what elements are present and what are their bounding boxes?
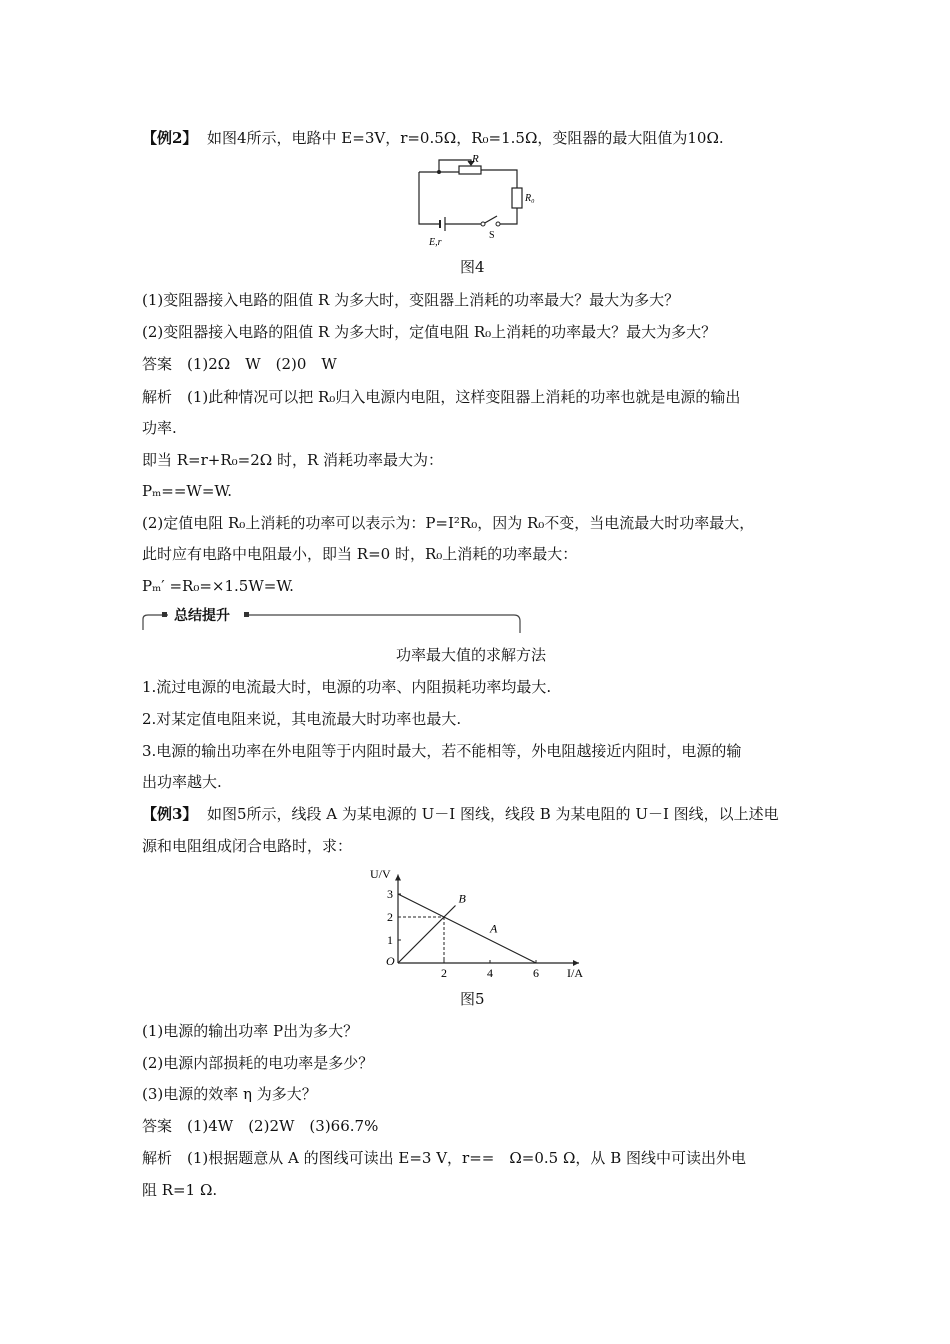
example2-analysis-line: 此时应有电路中电阻最小，即当 R=0 时，R₀上消耗的功率最大： <box>142 545 578 563</box>
ui-graph-figure-5 <box>360 862 590 982</box>
example3-answer: 答案 (1)4W (2)2W (3)66.7% <box>142 1117 379 1135</box>
circuit-figure-4 <box>405 150 540 248</box>
series-line-A <box>398 891 536 963</box>
rheostat-resistor <box>459 166 481 174</box>
y-tick-label: 3 <box>387 887 393 901</box>
example2-intro: 如图4所示，电路中 E=3V，r=0.5Ω，R₀=1.5Ω，变阻器的最大阻值为10Ω. <box>206 129 724 147</box>
x-tick-label: 4 <box>487 966 493 980</box>
x-tick-label: 2 <box>441 966 447 980</box>
example3-intro-line: 源和电阻组成闭合电路时，求： <box>142 837 353 855</box>
label-r0: R₀ <box>525 193 535 204</box>
example3-intro: 如图5所示，线段 A 为某电源的 U－I 图线，线段 B 为某电阻的 U－I 图线，以上述电 <box>206 805 779 823</box>
label-battery: E,r <box>429 237 442 248</box>
series-label-B: B <box>458 891 466 906</box>
example2-answer: 答案 (1)2Ω W (2)0 W <box>142 355 337 373</box>
label-switch: S <box>489 230 495 241</box>
example2-analysis-line: 功率. <box>142 419 177 437</box>
circuit-wire-left <box>419 172 440 224</box>
summary-item: 3.电源的输出功率在外电阻等于内阻时最大，若不能相等，外电阻越接近内阻时，电源的输 <box>142 742 742 760</box>
figure5-caption: 图5 <box>460 990 485 1008</box>
example3-q2: (2)电源内部损耗的电功率是多少？ <box>142 1054 374 1072</box>
circuit-wire-top-right <box>481 170 517 188</box>
summary-item: 出功率越大. <box>142 773 222 791</box>
example3-analysis-line: 解析 (1)根据题意从 A 的图线可读出 E=3 V，r== Ω=0.5 Ω，从 B 图线中可读出外电 <box>142 1149 746 1167</box>
example3-intro-line <box>142 803 779 825</box>
example2-analysis-line: 即当 R=r+R₀=2Ω 时，R 消耗功率最大为： <box>142 451 444 469</box>
y-axis-label: U/V <box>370 867 391 881</box>
summary-item: 1.流过电源的电流最大时，电源的功率、内阻损耗功率均最大. <box>142 678 552 696</box>
example2-analysis-line: Pₘ′ =R₀=×1.5W=W. <box>142 577 294 595</box>
summary-label: 总结提升 <box>170 604 234 626</box>
x-tick-label: 6 <box>533 966 539 980</box>
example2-analysis-line: Pₘ==W=W. <box>142 482 232 500</box>
summary-title: 功率最大值的求解方法 <box>396 646 547 664</box>
example3-q1: (1)电源的输出功率 P出为多大？ <box>142 1022 359 1040</box>
y-tick-label: 1 <box>387 933 393 947</box>
example3-analysis-line: 阻 R=1 Ω. <box>142 1181 218 1199</box>
y-axis-arrow <box>395 875 401 881</box>
series-label-A: A <box>490 921 498 936</box>
example2-analysis-line: 解析 (1)此种情况可以把 R₀归入电源内电阻，这样变阻器上消耗的功率也就是电源的输出 <box>142 388 741 406</box>
figure4-caption: 图4 <box>460 258 485 276</box>
example2-intro-line <box>142 127 724 149</box>
resistor-r0 <box>512 188 522 208</box>
label-rheostat: R <box>472 153 479 165</box>
y-tick-label: 2 <box>387 910 393 924</box>
example2-q1: (1)变阻器接入电路的阻值 R 为多大时，变阻器上消耗的功率最大？最大为多大？ <box>142 291 680 309</box>
circuit-wire-right <box>499 208 517 224</box>
junction-dot <box>437 170 441 174</box>
series-line-B <box>398 906 456 964</box>
example3-tag: 【例3】 <box>142 805 198 823</box>
example2-analysis-line: (2)定值电阻 R₀上消耗的功率可以表示为：P=I²R₀，因为 R₀不变，当电流最大时功率最大， <box>142 514 755 532</box>
example2-tag: 【例2】 <box>142 129 198 147</box>
example3-q3: (3)电源的效率 η 为多大？ <box>142 1085 317 1103</box>
summary-item: 2.对某定值电阻来说，其电流最大时功率也最大. <box>142 710 462 728</box>
example2-q2: (2)变阻器接入电路的阻值 R 为多大时，定值电阻 R₀上消耗的功率最大？最大为多大？ <box>142 323 717 341</box>
x-axis-label: I/A <box>567 966 583 980</box>
origin-label: O <box>386 954 395 968</box>
